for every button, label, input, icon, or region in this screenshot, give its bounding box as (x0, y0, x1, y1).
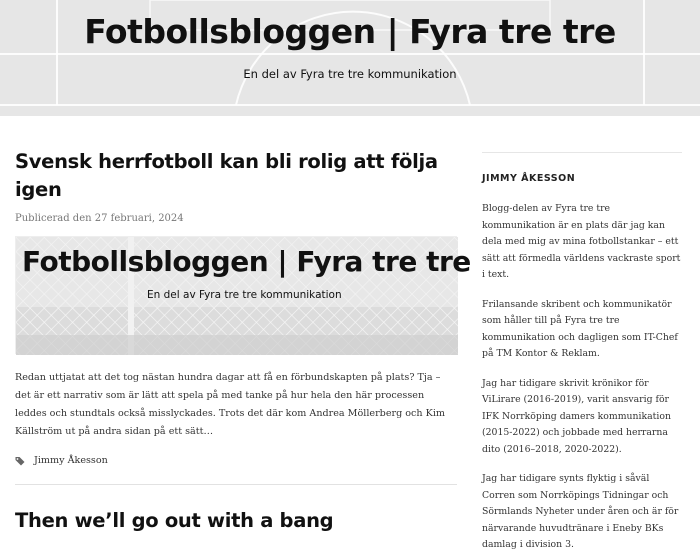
about-paragraph: Frilansande skribent och kommunikatör som håller till på Fyra tre tre kommunikation och dagligen som IT-Chef på TM Kontor & Reklam. (482, 298, 678, 359)
featured-image[interactable] (15, 236, 471, 354)
about-widget (482, 201, 682, 554)
site-header (0, 0, 700, 116)
main-content (15, 148, 471, 532)
featured-image-title: Fotbollsbloggen | Fyra tre tre (22, 245, 471, 278)
widget-title: JIMMY ÅKESSON (482, 173, 576, 184)
post-date: Publicerad den 27 februari, 2024 (15, 213, 184, 224)
about-paragraph: Jag har tidigare skrivit krönikor för ViLirare (2016-2019), varit ansvarig för IFK Norrköping damers kommunikation (2015-2022) och jobbade med herrarna dito (2016–2018, 2020-2022). (482, 377, 671, 455)
site-tagline: En del av Fyra tre tre kommunikation (243, 67, 457, 81)
featured-image-tagline: En del av Fyra tre tre kommunikation (147, 289, 342, 301)
site-title[interactable]: Fotbollsbloggen | Fyra tre tre (84, 12, 616, 51)
tag-icon (15, 456, 25, 466)
post-footer (15, 455, 457, 466)
sidebar-divider (482, 152, 682, 153)
post-title[interactable]: Then we’ll go out with a bang (15, 509, 334, 532)
about-paragraph: Jag har tidigare synts flyktig i såväl Corren som Norrköpings Tidningar och Sörmlands Nyheter under åren och är för närvarande huvudtränare i Eneby BKs damlag i division 3. (482, 473, 679, 550)
post-divider (15, 484, 457, 485)
about-paragraph: Blogg-delen av Fyra tre tre kommunikation är en plats där jag kan dela med mig av mina fotbollstankar – ett sätt att förmedla världens vackraste sport i text. (482, 203, 681, 280)
post-excerpt: Redan uttjatat att det tog nästan hundra dagar att få en förbundskapten på plats? Tja – det är ett narrativ som är lätt att spela på med tanke på hur hela den här processen leddes och stundtals också misslyckades. Trots det där kom Andrea Möllerberg och Kim Källström ut på andra sidan på ett sätt… (15, 372, 445, 437)
post-article (15, 148, 471, 466)
post-category-link[interactable]: Jimmy Åkesson (34, 455, 108, 466)
post-title[interactable]: Svensk herrfotboll kan bli rolig att följa igen (15, 150, 438, 201)
sidebar (482, 152, 682, 554)
